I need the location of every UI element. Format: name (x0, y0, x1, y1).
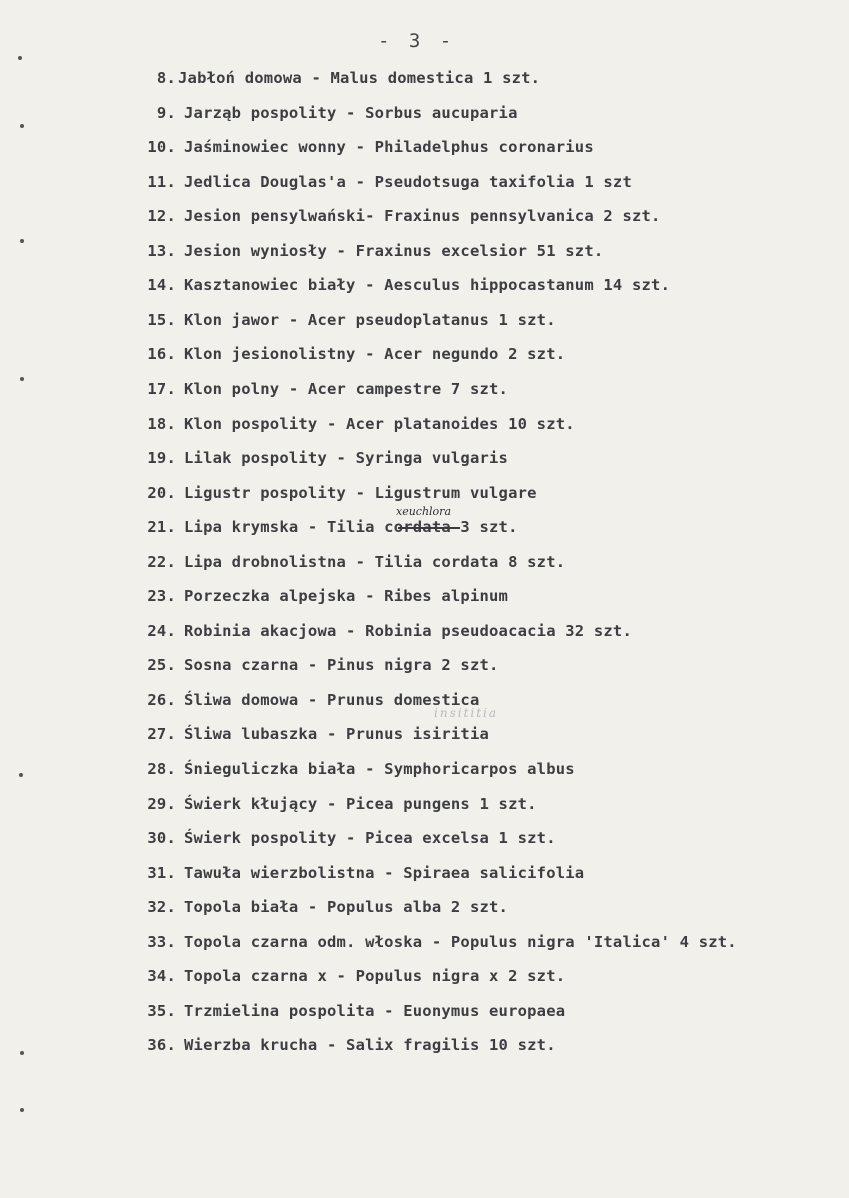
item-number: 22. (147, 552, 176, 571)
item-number: 15. (147, 310, 176, 329)
item-text: Tawuła wierzbolistna - Spiraea salicifolia (184, 863, 585, 882)
item-number: 28. (147, 760, 176, 778)
item-number: 12. (147, 207, 176, 226)
punch-mark (20, 239, 24, 243)
item-text: Robinia akacjowa - Robinia pseudoacacia 32 szt. (184, 621, 632, 640)
item-text: Wierzba krucha - Salix fragilis 10 szt. (184, 1036, 556, 1055)
page-number: - 3 - (378, 30, 456, 52)
item-text: Sosna czarna - Pinus nigra 2 szt. (184, 656, 499, 675)
item-text: Topola czarna odm. włoska - Populus nigra 'Italica' 4 szt. (184, 932, 737, 951)
item-text: Śnieguliczka biała - Symphoricarpos albus (184, 760, 575, 778)
item-number: 17. (147, 379, 176, 398)
item-text: Klon pospolity - Acer platanoides 10 szt. (184, 414, 575, 433)
item-text: Jedlica Douglas'a - Pseudotsuga taxifolia 1 szt (184, 172, 632, 191)
item-number: 11. (147, 172, 176, 191)
punch-mark (19, 773, 23, 777)
item-number: 31. (147, 863, 176, 882)
item-number: 13. (147, 241, 176, 260)
item-text: Jesion pensylwański- Fraxinus pennsylvanica 2 szt. (184, 207, 661, 226)
item-text: Śliwa domowa - Prunus domestica (184, 690, 480, 709)
item-text: Klon jesionolistny - Acer negundo 2 szt. (184, 345, 566, 364)
item-number: 27. (147, 725, 176, 744)
item-number: 32. (147, 898, 176, 917)
item-text: Jarząb pospolity - Sorbus aucuparia (184, 103, 518, 122)
item-text: Świerk pospolity - Picea excelsa 1 szt. (184, 829, 556, 848)
punch-mark (20, 1108, 24, 1112)
item-text: Trzmielina pospolita - Euonymus europaea (184, 1001, 566, 1020)
item-text: Klon polny - Acer campestre 7 szt. (184, 379, 509, 398)
item-number: 19. (147, 449, 176, 468)
item-text: Klon jawor - Acer pseudoplatanus 1 szt. (184, 310, 556, 329)
item-text: Topola czarna x - Populus nigra x 2 szt. (184, 967, 566, 986)
item-number: 10. (147, 138, 176, 157)
item-text: Kasztanowiec biały - Aesculus hippocastanum 14 szt. (184, 276, 671, 295)
item-text: Świerk kłujący - Picea pungens 1 szt. (184, 794, 537, 813)
item-number: 33. (147, 932, 176, 951)
item-number: 21. (147, 518, 176, 537)
item-text: Śliwa lubaszka - Prunus isiritia (184, 725, 490, 744)
item-text: Topola biała - Populus alba 2 szt. (184, 898, 509, 917)
item-text: Lipa drobnolistna - Tilia cordata 8 szt. (184, 552, 566, 571)
item-text: Jaśminowiec wonny - Philadelphus coronarius (184, 138, 594, 157)
item-number: 20. (147, 483, 176, 502)
punch-mark (20, 124, 24, 128)
item-number: 16. (147, 345, 176, 364)
item-number: 18. (147, 414, 176, 433)
punch-mark (18, 56, 22, 60)
item-number: 14. (147, 276, 176, 295)
item-number: 36. (147, 1036, 176, 1055)
item-text: Porzeczka alpejska - Ribes alpinum (184, 587, 509, 606)
item-text: Lilak pospolity - Syringa vulgaris (184, 449, 509, 468)
item-text: Jesion wyniosły - Fraxinus excelsior 51 szt. (184, 241, 604, 260)
item-number: 8. (156, 69, 176, 87)
strikethrough-cordata (398, 527, 460, 529)
item-text: Lipa krymska - Tilia cordata 3 szt. (184, 518, 518, 537)
item-number: 23. (147, 587, 176, 606)
item-number: 34. (147, 967, 176, 986)
item-number: 26. (147, 690, 176, 709)
item-number: 24. (147, 621, 176, 640)
item-number: 9. (156, 103, 176, 122)
item-text: Ligustr pospolity - Ligustrum vulgare (184, 483, 537, 502)
item-number: 25. (147, 656, 176, 675)
item-number: 29. (147, 794, 176, 813)
item-number: 35. (147, 1001, 176, 1020)
handwritten-correction-xeuchlora: xeuchlora (396, 505, 451, 518)
item-number: 30. (147, 829, 176, 848)
punch-mark (20, 1051, 24, 1055)
punch-mark (20, 377, 24, 381)
handwritten-correction-insititia: insititia (434, 706, 499, 720)
item-text: Jabłoń domowa - Malus domestica 1 szt. (178, 69, 541, 87)
